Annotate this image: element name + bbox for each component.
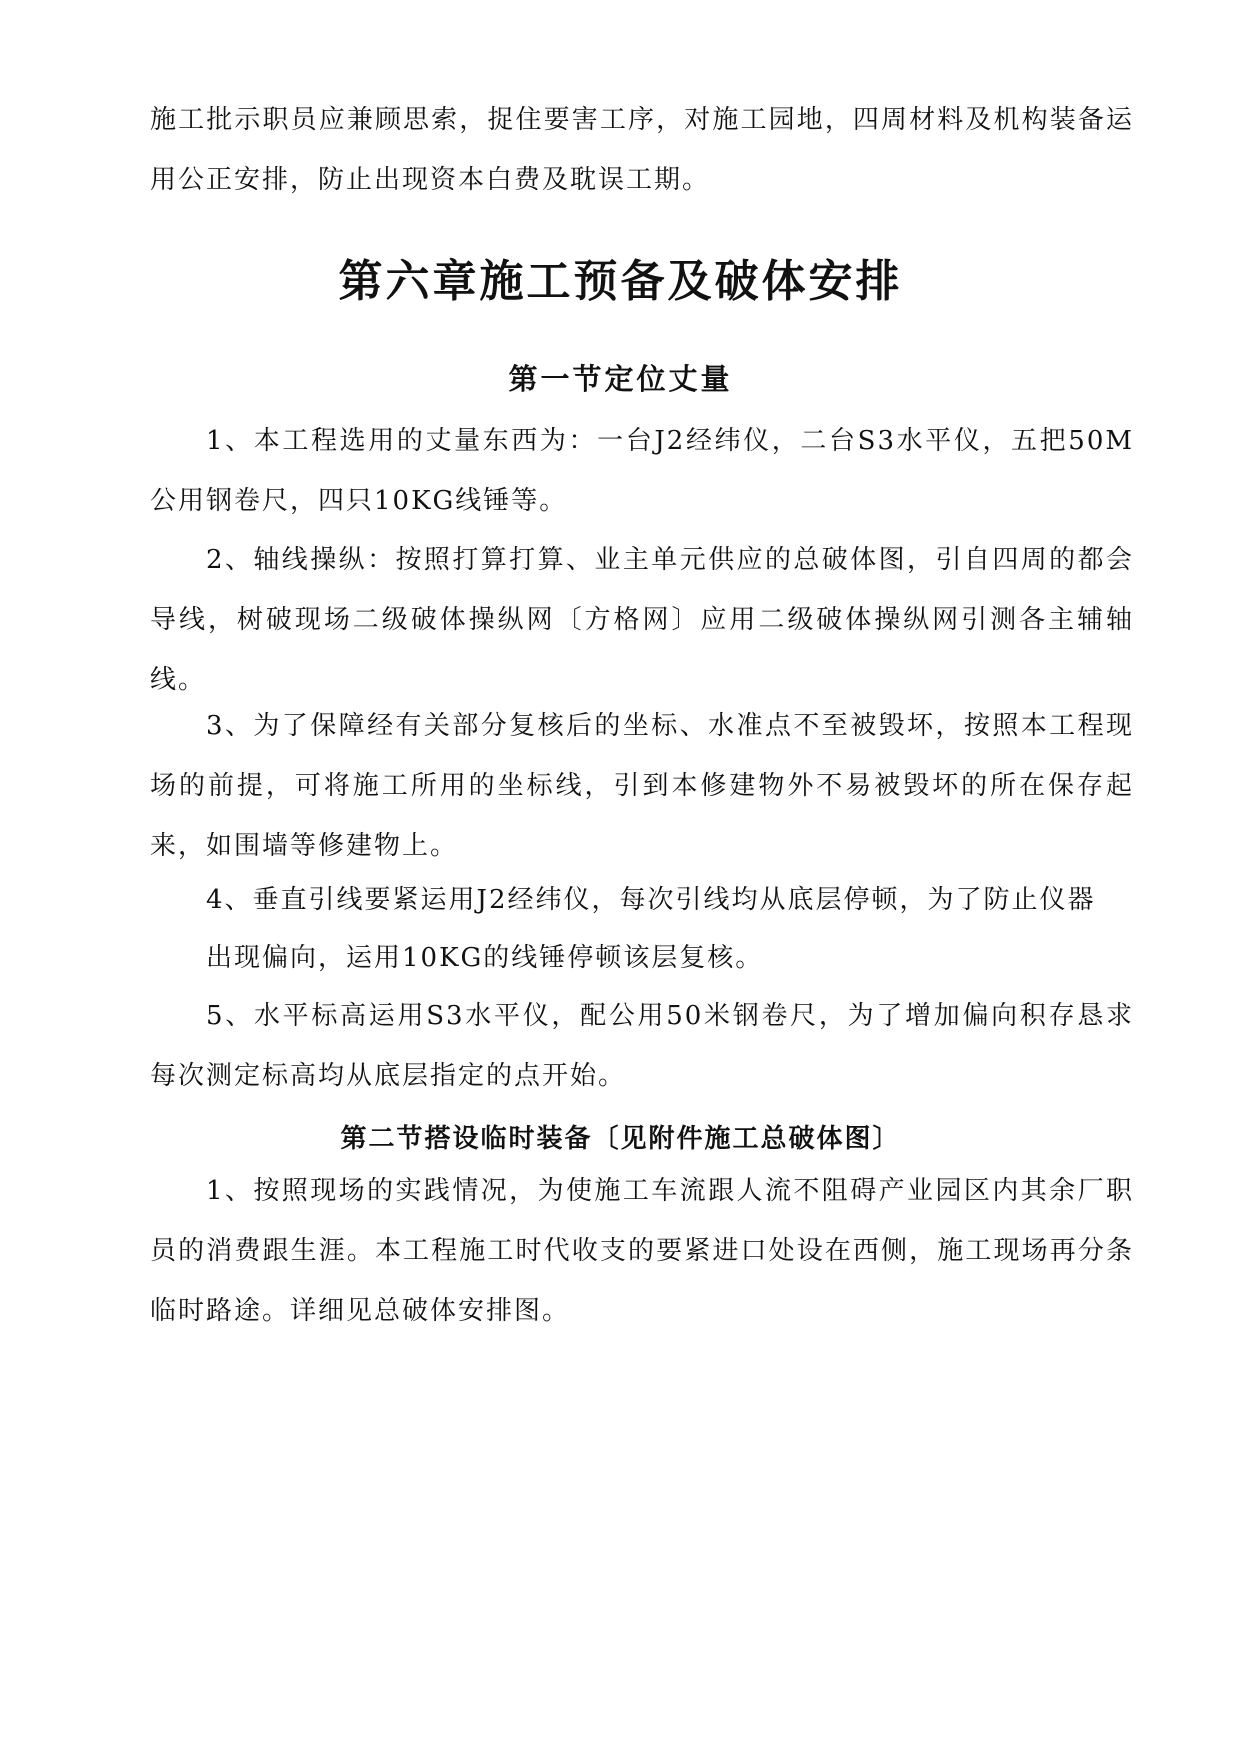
paragraph-section2-item-1: 1、按照现场的实践情况，为使施工车流跟人流不阻碍产业园区内其余厂职员的消费跟生涯。本工程施工时代收支的要紧进口处设在西侧，施工现场再分条临时路途。详细见总破体安排图。 (150, 1176, 1134, 1326)
paragraph-item-4: 4、垂直引线要紧运用J2经纬仪，每次引线均从底层停顿，为了防止仪器 (206, 885, 1096, 915)
intro-paragraph: 施工批示职员应兼顾思索，捉住要害工序，对施工园地，四周材料及机构装备运用公正安排，防止出现资本白费及耽误工期。 (150, 105, 1134, 195)
section-title-2-main: 第二节搭设临时装备 (340, 1124, 593, 1154)
chapter-title: 第六章施工预备及破体安排 (338, 256, 903, 307)
paragraph-item-1: 1、本工程选用的丈量东西为：一台J2经纬仪，二台S3水平仪，五把50M公用钢卷尺，四只10KG线锤等。 (150, 426, 1134, 516)
paragraph-item-4-continued: 出现偏向，运用10KG的线锤停顿该层复核。 (206, 943, 764, 973)
section-title-2-note: 〔见附件施工总破体图〕 (592, 1124, 901, 1154)
paragraph-item-5: 5、水平标高运用S3水平仪，配公用50米钢卷尺，为了增加偏向积存恳求每次测定标高均从底层指定的点开始。 (150, 1001, 1134, 1091)
section-title: 第一节定位丈量 (508, 362, 733, 396)
section-title-2 (0, 1118, 1241, 1155)
paragraph-item-3: 3、为了保障经有关部分复核后的坐标、水准点不至被毁坏，按照本工程现场的前提，可将施工所用的坐标线，引到本修建物外不易被毁坏的所在保存起来，如围墙等修建物上。 (150, 711, 1134, 861)
paragraph-item-2: 2、轴线操纵：按照打算打算、业主单元供应的总破体图，引自四周的都会导线，树破现场二级破体操纵网〔方格网〕应用二级破体操纵网引测各主辅轴线。 (150, 545, 1134, 695)
